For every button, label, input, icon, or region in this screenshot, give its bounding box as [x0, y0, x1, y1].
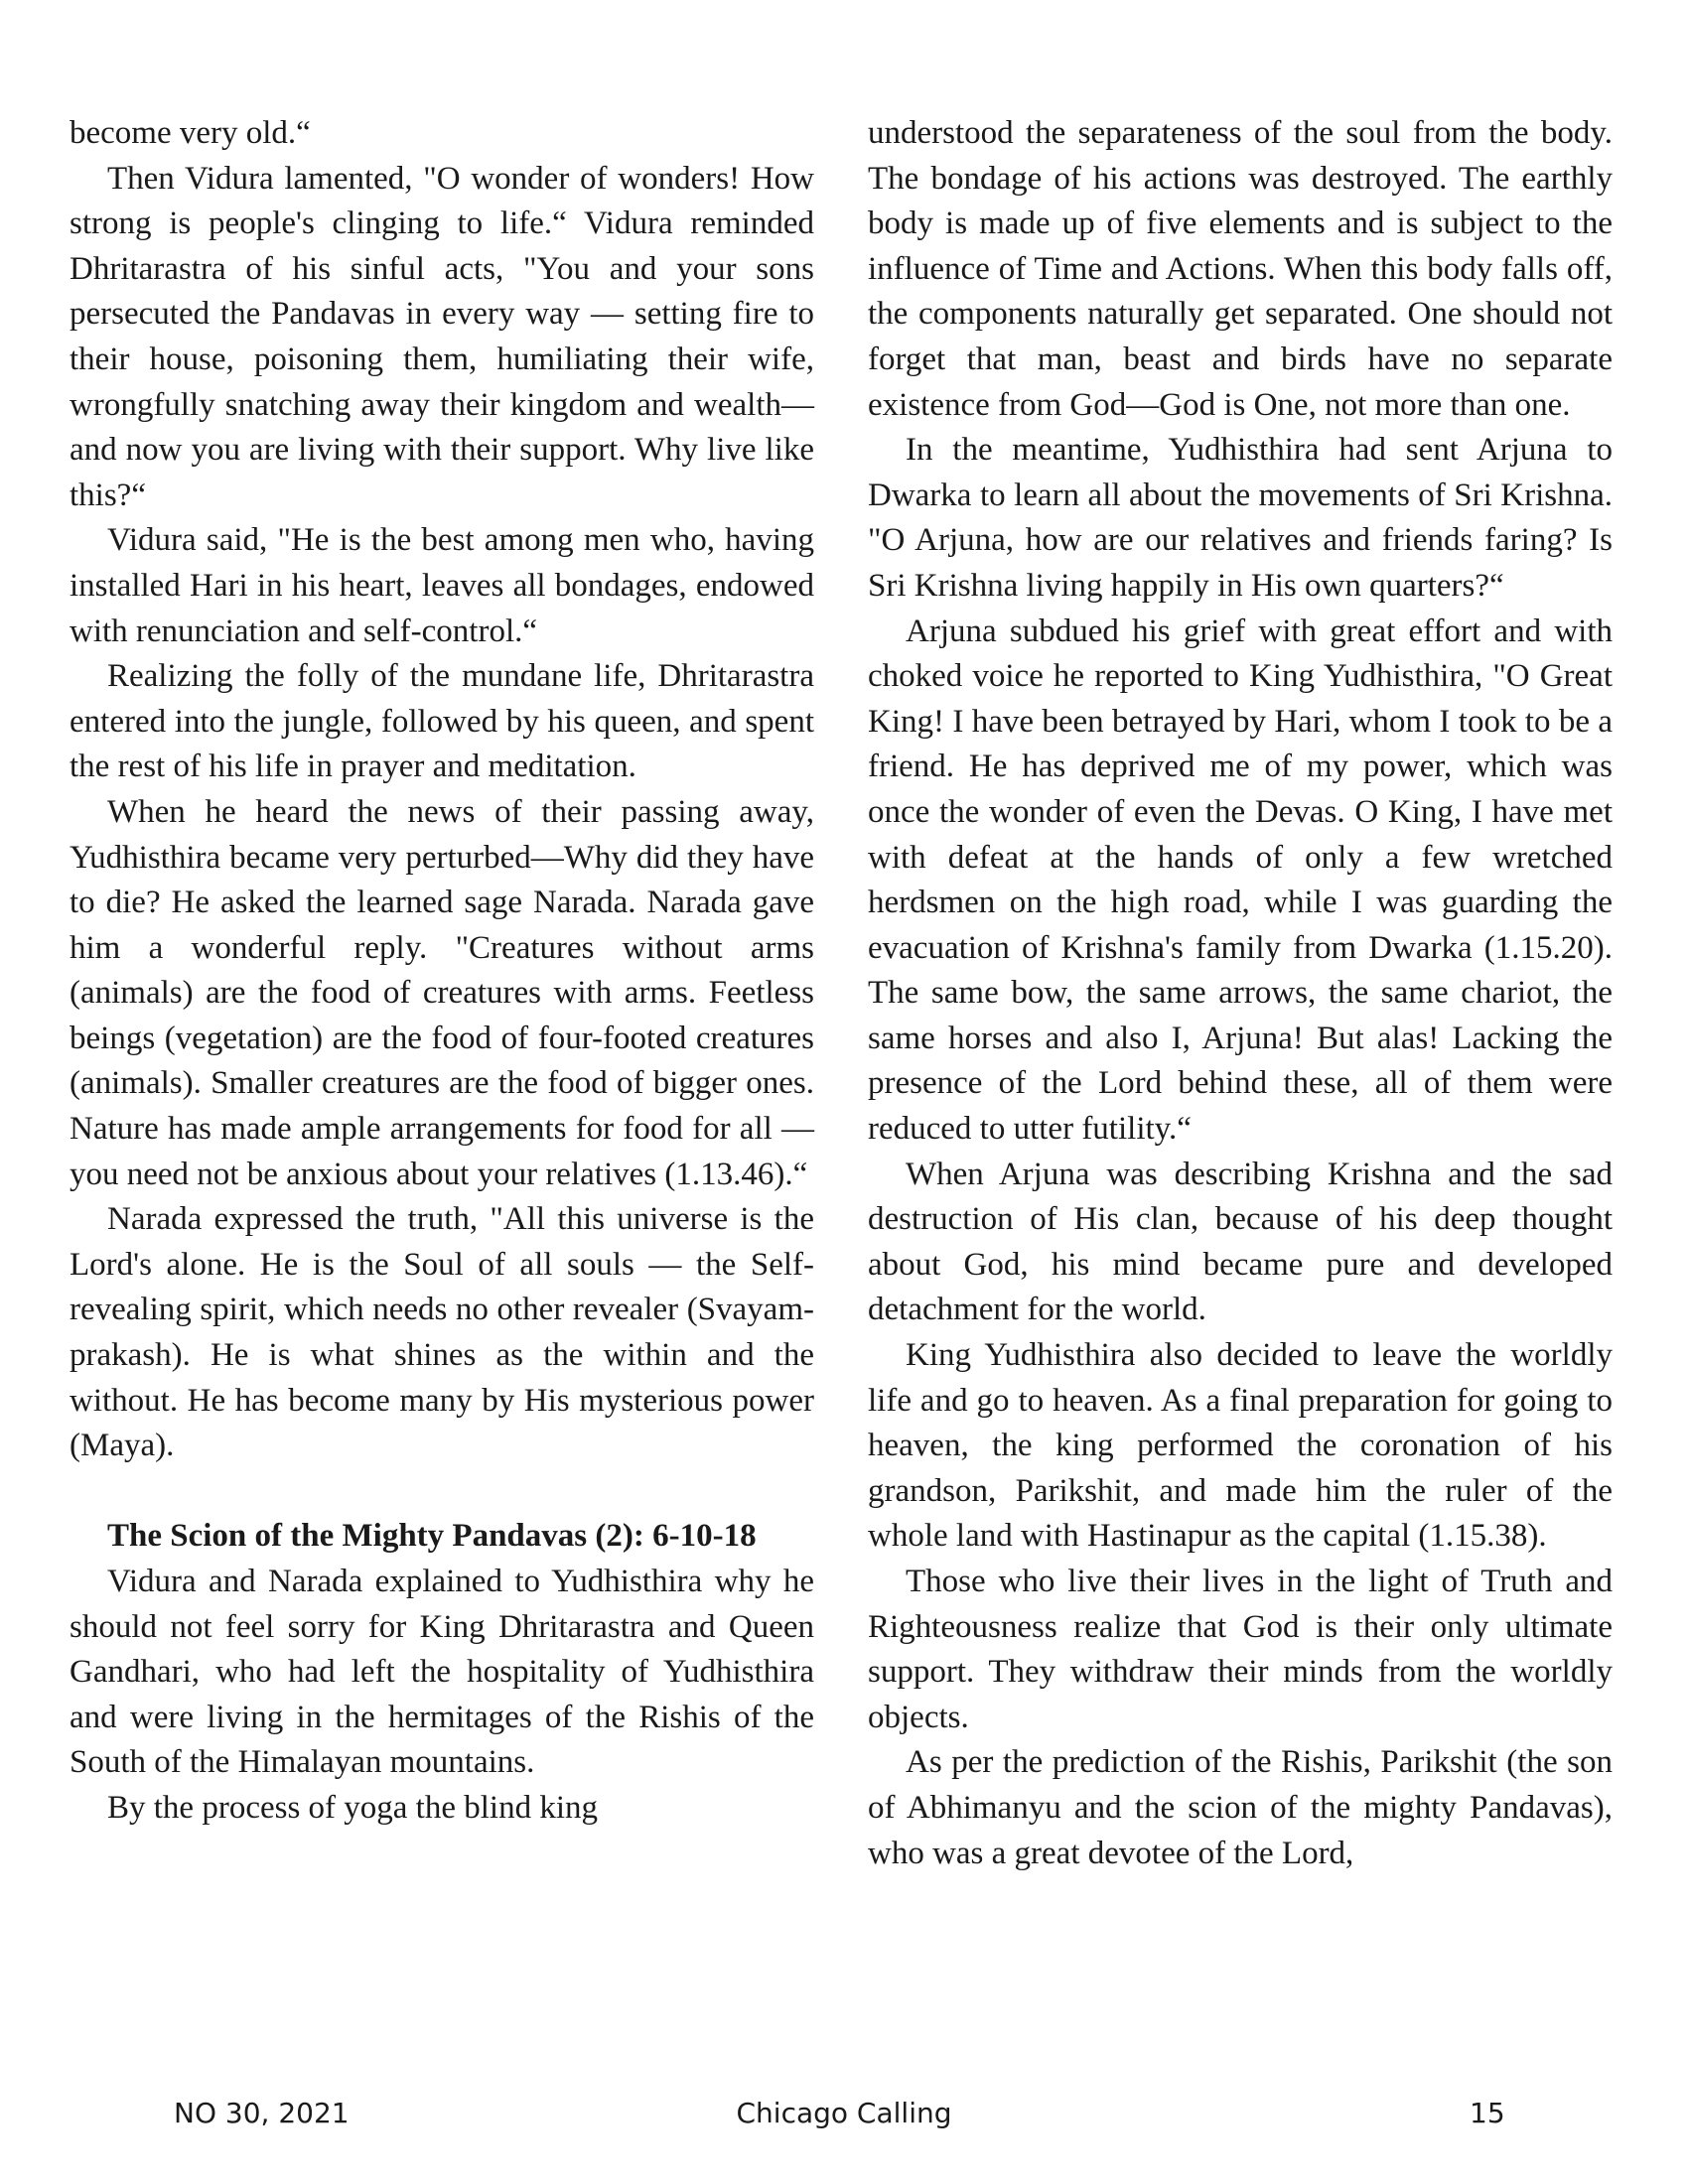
paragraph: King Yudhisthira also decided to leave the worldly life and go to heaven. As a final preparation for going to heaven, the king performed the coronation of his grandson, Parikshit, and made him the ruler of the whole land with Hastinapur as the capital (1.15.38).: [868, 1337, 1613, 1555]
paragraph: Vidura said, "He is the best among men who, having installed Hari in his heart, leaves all bondages, endowed with renunciation and self-control.“: [70, 522, 814, 649]
paragraph: understood the separateness of the soul from the body. The bondage of his actions was destroyed. The earthly body is made up of five elements and is subject to the influence of Time and Actions. When this body falls off, the components naturally get separated. One should not forget that man, beast and birds have no separate existence from God—God is One, not more than one.: [868, 115, 1613, 423]
left-column: [70, 111, 814, 1832]
right-column: [868, 111, 1613, 1876]
footer-publication: Chicago Calling: [736, 2097, 952, 2129]
paragraph: become very old.“: [70, 115, 311, 151]
section-heading: The Scion of the Mighty Pandavas (2): 6-10-18: [107, 1518, 757, 1555]
paragraph: Arjuna subdued his grief with great effort and with choked voice he reported to King Yudhisthira, "O Great King! I have been betrayed by Hari, whom I took to be a friend. He has deprived me of my power, which was once the wonder of even the Devas. O King, I have met with defeat at the hands of only a few wretched herdsmen on the high road, while I was guarding the evacuation of Krishna's family from Dwarka (1.15.20). The same bow, the same arrows, the same chariot, the same horses and also I, Arjuna! But alas! Lacking the presence of the Lord behind these, all of them were reduced to utter futility.“: [868, 613, 1613, 1148]
paragraph: Realizing the folly of the mundane life, Dhritarastra entered into the jungle, followed by his queen, and spent the rest of his life in prayer and meditation.: [70, 658, 814, 785]
paragraph: When he heard the news of their passing away, Yudhisthira became very perturbed—Why did they have to die? He asked the learned sage Narada. Narada gave him a wonderful reply. "Creatures without arms (animals) are the food of creatures with arms. Feetless beings (vegetation) are the food of four-footed creatures (animals). Smaller creatures are the food of bigger ones. Nature has made ample arrangements for food for all — you need not be anxious about your relatives (1.13.46).“: [70, 793, 814, 1192]
paragraph: Then Vidura lamented, "O wonder of wonders! How strong is people's clinging to life.“ Vidura reminded Dhritarastra of his sinful acts, "You and your sons persecuted the Pandavas in every way — setting fire to their house, poisoning them, humiliating their wife, wrongfully snatching away their kingdom and wealth—and now you are living with their support. Why live like this?“: [70, 160, 814, 513]
paragraph: When Arjuna was describing Krishna and the sad destruction of His clan, because of his deep thought about God, his mind became pure and developed detachment for the world.: [868, 1156, 1613, 1328]
paragraph: Those who live their lives in the light of Truth and Righteousness realize that God is their only ultimate support. They withdraw their minds from the worldly objects.: [868, 1564, 1613, 1735]
paragraph: Narada expressed the truth, "All this universe is the Lord's alone. He is the Soul of all souls — the Self-revealing spirit, which needs no other revealer (Svayam-prakash). He is what shines as the within and the without. He has become many by His mysterious power (Maya).: [70, 1201, 814, 1464]
section-spacer: [70, 1469, 814, 1515]
paragraph: In the meantime, Yudhisthira had sent Arjuna to Dwarka to learn all about the movements of Sri Krishna. "O Arjuna, how are our relatives and friends faring? Is Sri Krishna living happily in His own quarters?“: [868, 432, 1613, 604]
footer-date: NO 30, 2021: [174, 2097, 350, 2129]
paragraph: As per the prediction of the Rishis, Parikshit (the son of Abhimanyu and the scion of the mighty Pandavas), who was a great devotee of the Lord,: [868, 1744, 1613, 1871]
page-footer: [0, 2097, 1688, 2136]
page-number: 15: [1470, 2097, 1505, 2129]
paragraph: By the process of yoga the blind king: [107, 1789, 599, 1826]
paragraph: Vidura and Narada explained to Yudhisthira why he should not feel sorry for King Dhritarastra and Queen Gandhari, who had left the hospitality of Yudhisthira and were living in the hermitages of the Rishis of the South of the Himalayan mountains.: [70, 1564, 814, 1781]
